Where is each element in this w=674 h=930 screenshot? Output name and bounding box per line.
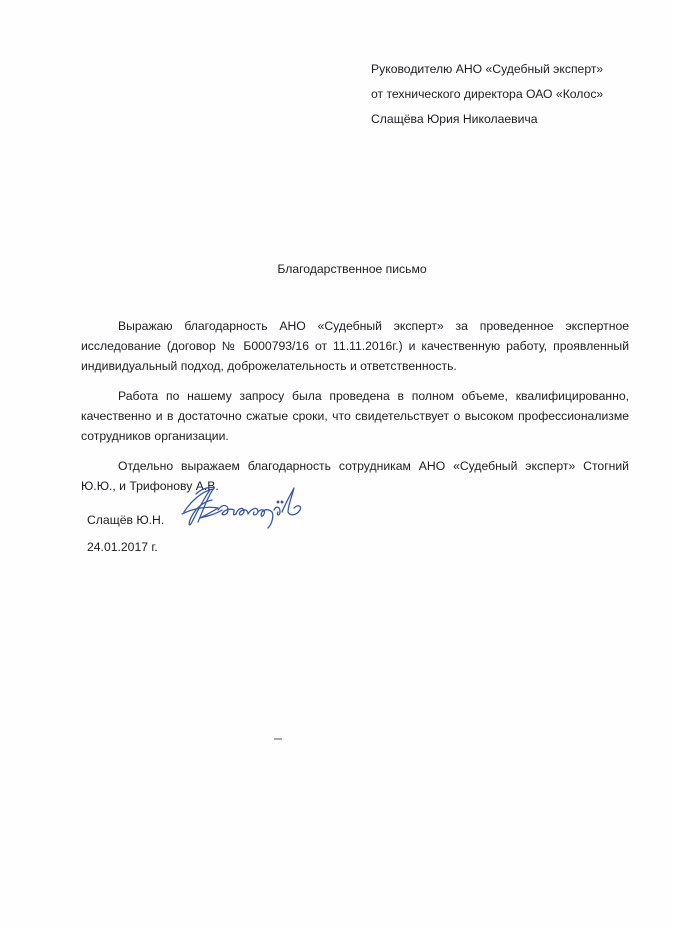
signatory-name: Слащёв Ю.Н. [87,513,165,527]
addressee-line-2: от технического директора ОАО «Колос» [371,87,604,101]
addressee-line-3: Слащёва Юрия Николаевича [371,112,538,126]
paragraph-gratitude: Выражаю благодарность АНО «Судебный эксперт» за проведенное экспертное исследование (договор № Б000793/16 от 11.11.2016г.) и качественную работу, проявленный индивидуальный подход, доброжелательность и ответственность. [81,319,629,373]
addressee-block [371,57,603,132]
letter-body [81,316,629,506]
letter-date: 24.01.2017 г. [87,540,158,554]
handwritten-signature-icon [178,482,313,530]
paragraph-work-quality: Работа по нашему запросу была проведена в полном объеме, квалифицированно, качественно и в достаточно сжатые сроки, что свидетельствует о высоком профессионализме сотрудников организации. [81,389,629,443]
letter-title: Благодарственное письмо [277,262,427,276]
addressee-line-1: Руководителю АНО «Судебный эксперт» [371,62,604,76]
scan-artifact [274,738,282,740]
paragraph-staff-thanks: Отдельно выражаем благодарность сотрудникам АНО «Судебный эксперт» Стогний Ю.Ю., и Трифонову А.В. [81,459,629,493]
